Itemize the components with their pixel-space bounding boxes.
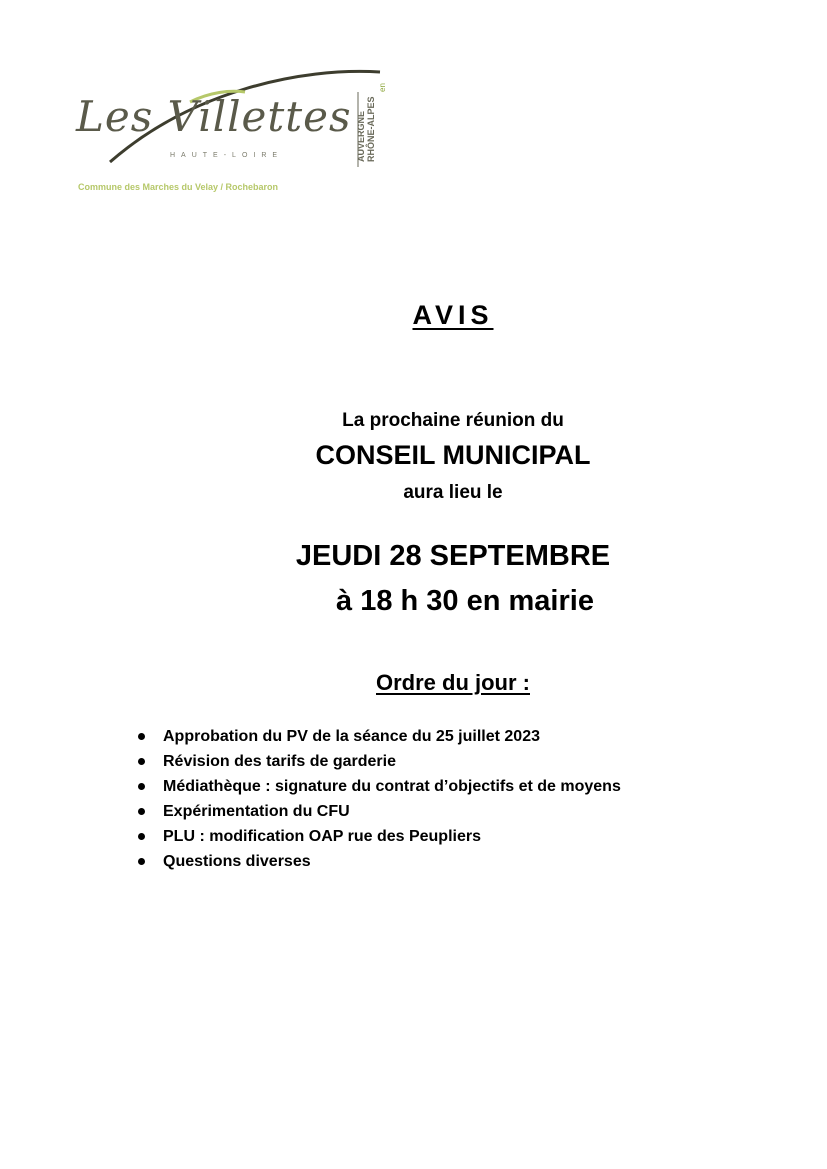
agenda-list xyxy=(136,726,621,876)
agenda-item: Médiathèque : signature du contrat d’objectifs et de moyens xyxy=(136,776,621,801)
logo-region-line: RHÔNE-ALPES xyxy=(366,96,376,162)
agenda-item: Révision des tarifs de garderie xyxy=(136,751,621,776)
notice-council: CONSEIL MUNICIPAL xyxy=(315,440,591,470)
meeting-time-place: à 18 h 30 en mairie xyxy=(336,585,594,617)
notice-intro: La prochaine réunion du xyxy=(342,410,564,431)
logo-title: Les Villettes xyxy=(76,92,352,141)
notice-heading-text: AVIS xyxy=(412,300,494,330)
logo-commune: Commune des Marches du Velay / Rochebaron xyxy=(78,182,279,192)
agenda-item: PLU : modification OAP rue des Peupliers xyxy=(136,826,621,851)
agenda-title xyxy=(0,670,827,696)
logo-region-line: AUVERGNE xyxy=(356,110,366,162)
meeting-date: JEUDI 28 SEPTEMBRE xyxy=(295,540,611,572)
agenda-item: Questions diverses xyxy=(136,851,621,876)
agenda-title-text: Ordre du jour : xyxy=(376,670,530,695)
notice-heading xyxy=(0,300,827,331)
logo-region-name xyxy=(356,96,376,162)
municipality-logo xyxy=(70,62,400,202)
logo-subtitle: HAUTE-LOIRE xyxy=(170,152,284,159)
notice-aura-lieu: aura lieu le xyxy=(403,482,503,503)
logo-region-prefix: en xyxy=(378,83,387,92)
agenda-item: Expérimentation du CFU xyxy=(136,801,621,826)
agenda-item: Approbation du PV de la séance du 25 juillet 2023 xyxy=(136,726,621,751)
